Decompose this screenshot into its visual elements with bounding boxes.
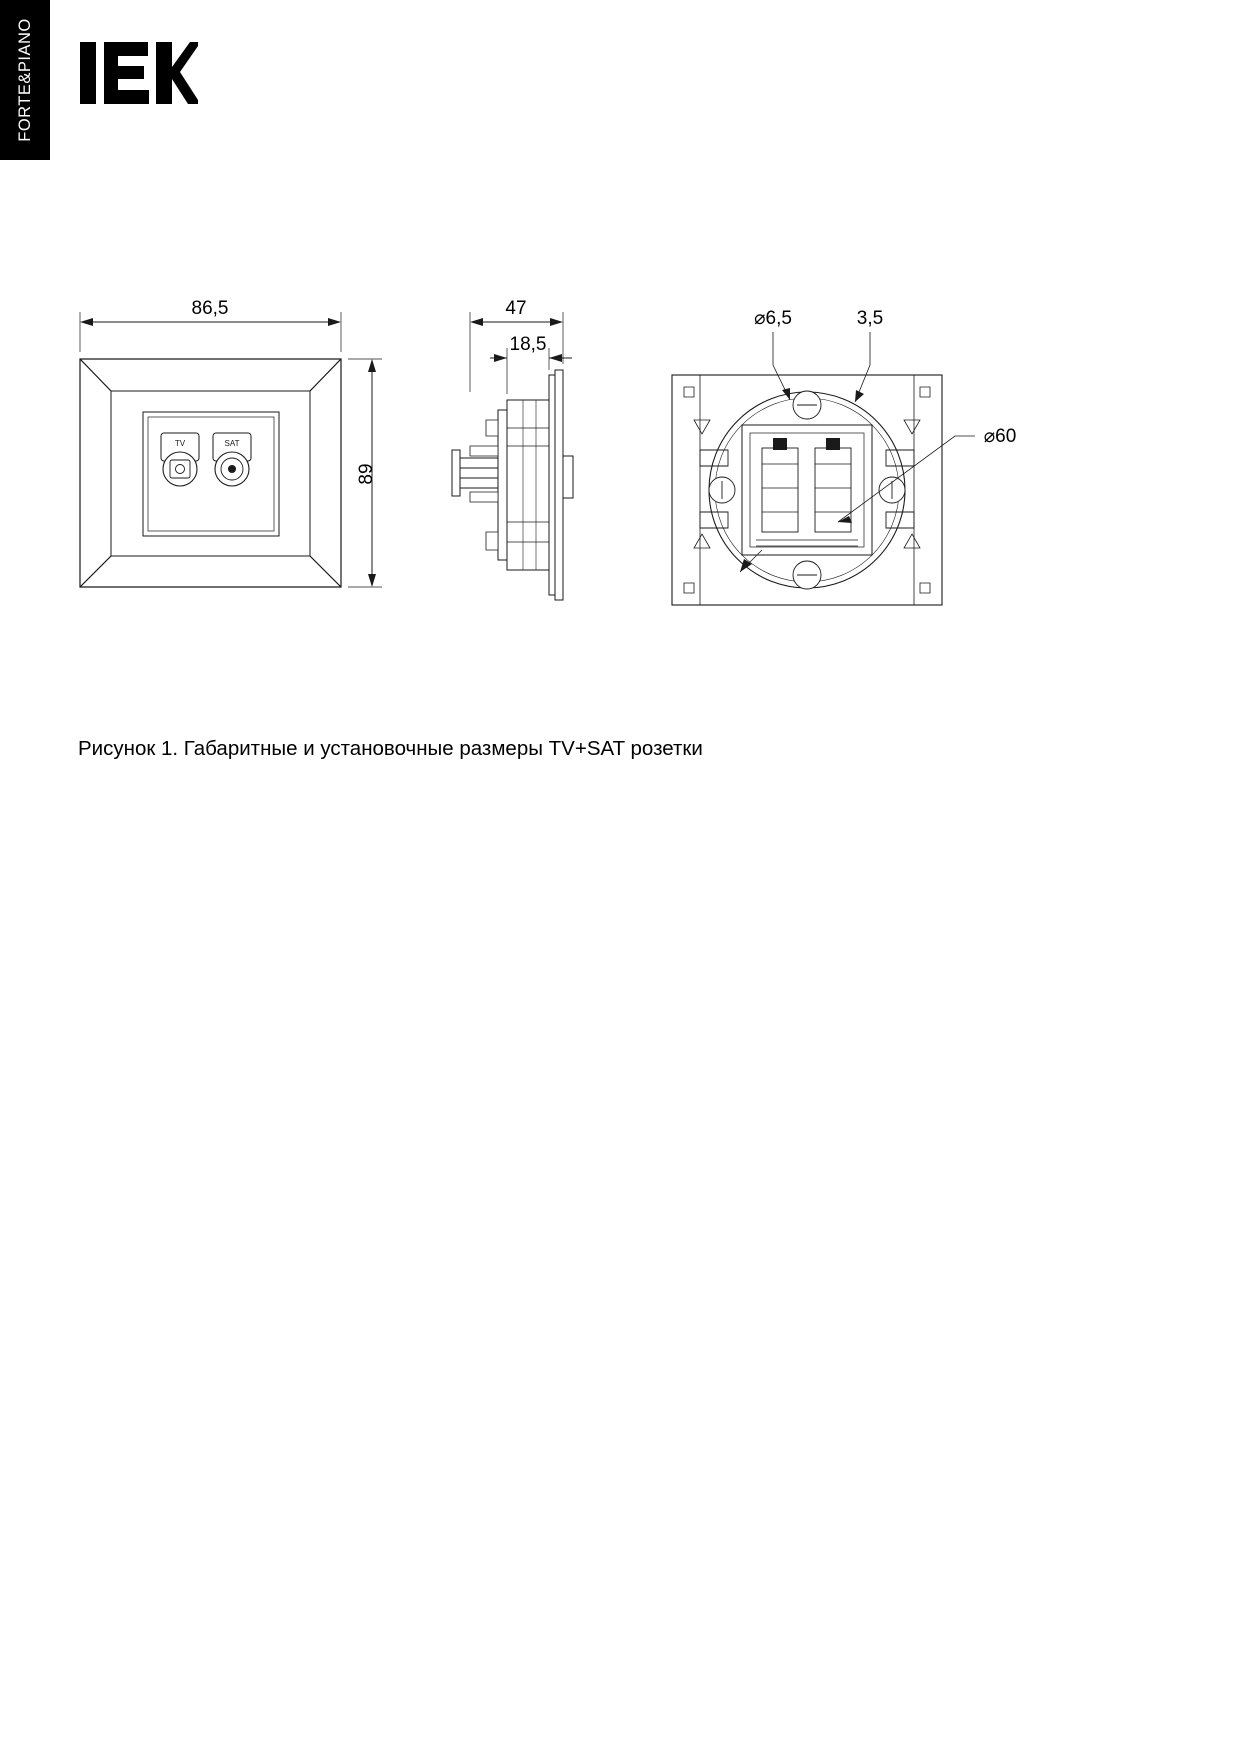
- dimension-box-diameter-label: ⌀60: [983, 426, 1017, 447]
- dimension-height: [348, 359, 382, 587]
- brand-sidebar-label: FORTE&PIANO: [15, 18, 34, 142]
- dimension-plate-thickness-label: 3,5: [856, 308, 884, 329]
- page-header: [0, 0, 1239, 160]
- front-view: [80, 298, 382, 587]
- mounting-view: [672, 308, 1016, 605]
- sat-port: [213, 433, 251, 486]
- dimension-height-label: 89: [356, 463, 377, 485]
- tv-port-label: TV: [174, 439, 186, 448]
- tv-port: [161, 433, 199, 486]
- iek-logo: [78, 34, 198, 112]
- dimension-depth-label: 47: [505, 298, 527, 319]
- sat-port-label: SAT: [224, 439, 240, 448]
- dimension-inset-depth-label: 18,5: [509, 334, 547, 355]
- dimension-hole-diameter-label: ⌀6,5: [754, 308, 792, 329]
- dimension-width: [80, 298, 341, 352]
- side-view: [452, 298, 573, 600]
- dimension-width-label: 86,5: [191, 298, 229, 319]
- technical-drawing: [0, 260, 1239, 660]
- figure-caption: Рисунок 1. Габаритные и установочные размеры TV+SAT розетки: [78, 737, 703, 760]
- brand-sidebar: [0, 0, 50, 160]
